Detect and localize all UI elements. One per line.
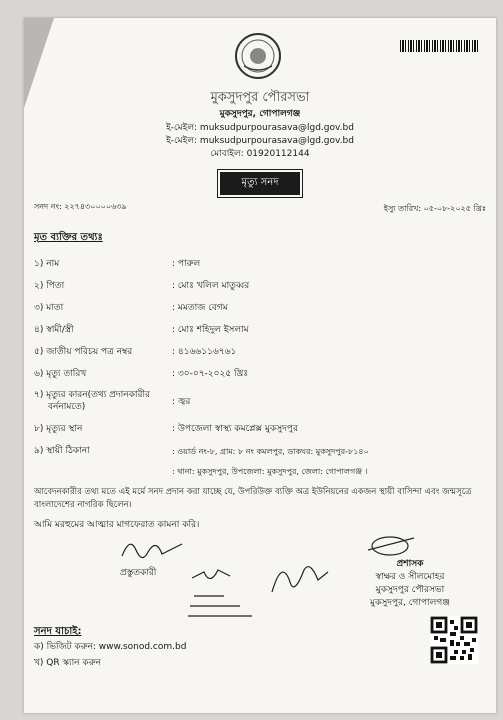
certificate-title: মৃত্যু সনদ: [220, 172, 301, 195]
administrator-title: প্রশাসক: [396, 559, 424, 569]
field-value-nid: : ৪১৬৬১১৬৭৬১: [172, 347, 237, 357]
administrator-line-2: মুকসুদপুর পৌরসভা: [375, 585, 445, 595]
title-container: [24, 170, 496, 195]
field-label-cause-2: বর্ননামতে): [48, 402, 86, 412]
field-value-address: : ওয়ার্ড নং-৮, গ্রাম: ৮ নং কমলপুর, ডাকঘর: মুকসুদপুর-৮১৪০: [172, 447, 369, 456]
office-address: মুকসুদপুর, গোপালগঞ্জ: [219, 109, 301, 119]
second-signature: [264, 552, 334, 606]
mobile-line: মোবাইল: 01920112144: [210, 149, 310, 159]
administrator-line-3: মুকসুদপুর, গোপালগঞ্জ: [370, 598, 450, 608]
field-label-mother: ৩) মাতা: [34, 303, 64, 313]
field-value-death-place: : উপজেলা স্বাস্থ্য কমপ্লেক্স মুকসুদপুর: [172, 424, 298, 434]
field-label-cause: ৭) মৃত্যুর কারন(তথ্য প্রদানকারীর: [34, 390, 150, 400]
field-value-death-date: : ৩০-০৭-২০২৫ খ্রিঃ: [172, 369, 249, 379]
certificate-page: [24, 18, 496, 713]
email-line-2: ই-মেইল: muksudpurpourasava@lgd.gov.bd: [166, 136, 354, 146]
verify-website[interactable]: ক) ভিজিট করুন: www.sonod.com.bd: [34, 642, 187, 652]
administrator-line-1: স্বাক্ষর ও সীলমোহর: [375, 572, 445, 582]
field-value-father: : মোঃ খলিল মাতুব্বর: [172, 281, 250, 291]
field-label-father: ২) পিতা: [34, 281, 65, 291]
field-value-mother: : মমতাজ বেগম: [172, 303, 228, 313]
prayer-text: আমি মরহুমের আত্মার মাগফেরাত কামনা করি।: [34, 520, 200, 530]
field-label-death-place: ৮) মৃত্যুর স্থান: [34, 424, 83, 434]
email-line-1: ই-মেইল: muksudpurpourasava@lgd.gov.bd: [166, 123, 354, 133]
verify-qr-instruction: খ) QR স্ক্যান করুন: [34, 658, 101, 668]
preparer-label: প্রস্তুতকারী: [120, 568, 157, 578]
officer-signature-stamp: [182, 562, 272, 624]
field-value-address-2: : থানা: মুকসুদপুর, উপজেলা: মুকসুদপুর, জেলা: গোপালগঞ্জ ।: [172, 467, 368, 476]
qr-code-icon[interactable]: [430, 616, 478, 664]
field-value-spouse: : মোঃ শহিদুল ইসলাম: [172, 325, 249, 335]
barcode-icon: [400, 40, 478, 52]
municipality-seal-logo: [234, 32, 282, 80]
office-name: মুকসুদপুর পৌরসভা: [210, 90, 310, 105]
field-value-name: : পারুল: [172, 259, 201, 269]
certificate-number: সনদ নং: ২২৭৪৩০০০০৬৩৯: [34, 202, 127, 211]
field-label-nid: ৫) জাতীয় পরিচয় পত্র নম্বর: [34, 347, 133, 357]
field-label-name: ১) নাম: [34, 259, 60, 269]
field-label-address: ৯) স্থায়ী ঠিকানা: [34, 446, 90, 456]
section-title: মৃত ব্যক্তির তথ্যঃ: [34, 232, 103, 243]
field-value-cause: : জ্বর: [172, 397, 191, 407]
declaration-text: আবেদনকারীর তথ্য মতে এই মর্মে সনদ প্রদান করা যাচ্ছে যে, উপরিউক্ত ব্যক্তি অত্র ইউনিয়নের একজন স্থায়ী বাসিন্দা এবং জন্মসূত্রে বাংলাদেশের নাগরিক ছিলেন।: [34, 487, 472, 510]
preparer-signature: [116, 532, 186, 568]
verify-title: সনদ যাচাই:: [34, 626, 82, 637]
administrator-signature: [364, 530, 420, 560]
field-label-death-date: ৬) মৃত্যু তারিখ: [34, 369, 87, 379]
field-label-spouse: ৪) স্বামী/স্ত্রী: [34, 325, 74, 335]
issue-date: ইস্যু তারিখ: ০৫-০৮-২০২৫ খ্রিঃ: [383, 204, 486, 213]
